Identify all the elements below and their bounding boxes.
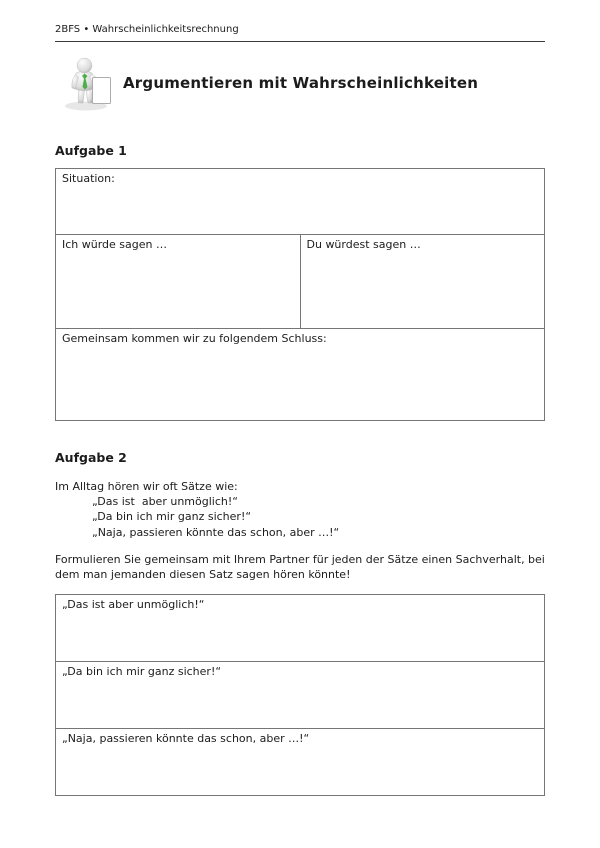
quote-line-2: „Da bin ich mir ganz sicher!“ xyxy=(92,510,252,524)
table-row xyxy=(56,235,545,329)
person-with-sign-icon xyxy=(58,56,114,112)
title-row xyxy=(55,55,545,113)
table-row xyxy=(56,729,545,796)
intro-text: Im Alltag hören wir oft Sätze wie: xyxy=(55,479,238,493)
aufgabe2-table xyxy=(55,594,545,796)
answer-box-unmoeglich: „Das ist aber unmöglich!“ xyxy=(56,595,545,662)
aufgabe1-heading: Aufgabe 1 xyxy=(55,142,127,158)
answer-box-koennte-schon: „Naja, passieren könnte das schon, aber …!“ xyxy=(56,729,545,796)
page-header xyxy=(55,0,545,42)
situation-cell: Situation: xyxy=(56,169,545,235)
quote-line-1: „Das ist aber unmöglich!“ xyxy=(92,495,238,508)
ich-wuerde-sagen-cell: Ich würde sagen … xyxy=(56,235,301,329)
page-title: Argumentieren mit Wahrscheinlichkeiten xyxy=(123,74,479,93)
instruction-text: Formulieren Sie gemeinsam mit Ihrem Partner für jeden der Sätze einen Sachverhalt, bei dem man jemanden diesen Satz sagen hören könnte! xyxy=(55,553,545,581)
table-row xyxy=(56,169,545,235)
aufgabe2-heading: Aufgabe 2 xyxy=(55,450,127,465)
quote-list xyxy=(55,494,545,540)
du-wuerdest-sagen-cell: Du würdest sagen … xyxy=(300,235,545,329)
table-row xyxy=(56,329,545,421)
quote-line-3: „Naja, passieren könnte das schon, aber …!“ xyxy=(92,525,340,539)
table-row xyxy=(56,595,545,662)
answer-box-sicher: „Da bin ich mir ganz sicher!“ xyxy=(56,662,545,729)
header-text: 2BFS • Wahrscheinlichkeitsrechnung xyxy=(55,24,239,35)
schluss-cell: Gemeinsam kommen wir zu folgendem Schluss: xyxy=(56,329,545,421)
aufgabe1-table xyxy=(55,168,545,421)
table-row xyxy=(56,662,545,729)
